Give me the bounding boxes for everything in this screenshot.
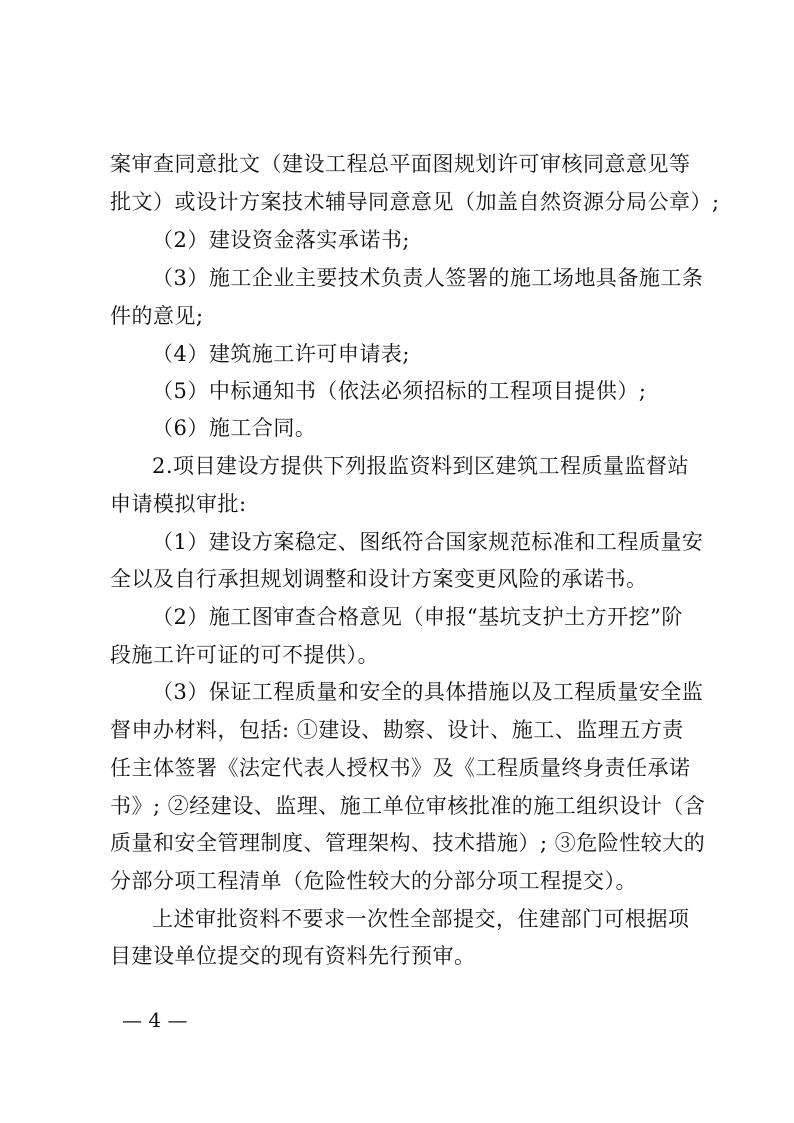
text-line: 段施工许可证的可不提供）。 [110, 643, 379, 667]
text-line: 案审查同意批文（建设工程总平面图规划许可审核同意意见等 [110, 152, 691, 176]
text-line: （5）中标通知书（依法必须招标的工程项目提供）; [152, 379, 647, 403]
text-line: 督申办材料，包括: ①建设、勘察、设计、施工、监理五方责 [110, 718, 684, 742]
text-line: （3）保证工程质量和安全的具体措施以及工程质量安全监 [152, 680, 704, 704]
text-line: 目建设单位提交的现有资料先行预审。 [110, 944, 476, 968]
text-line: （6）施工合同。 [152, 416, 317, 440]
text-line: （2）施工图审查合格意见（申报“基坑支护土方开挖”阶 [152, 605, 683, 629]
text-line: 分部分项工程清单（危险性较大的分部分项工程提交）。 [110, 869, 637, 893]
text-line: 质量和安全管理制度、管理架构、技术措施）; ③危险性较大的 [110, 831, 706, 855]
text-line: 批文）或设计方案技术辅导同意意见（加盖自然资源分局公章）; [110, 190, 720, 214]
text-line: 上述审批资料不要求一次性全部提交，住建部门可根据项 [152, 907, 690, 931]
text-line: （3）施工企业主要技术负责人签署的施工场地具备施工条 [152, 266, 704, 290]
text-line: （4）建筑施工许可申请表; [152, 342, 410, 366]
text-line: 件的意见; [110, 304, 204, 328]
text-line: （1）建设方案稳定、图纸符合国家规范标准和工程质量安 [152, 530, 704, 554]
page-number: — 4 — [122, 1008, 188, 1032]
text-line: 申请模拟审批: [110, 492, 247, 516]
text-line: 任主体签署《法定代表人授权书》及《工程质量终身责任承诺 [110, 756, 691, 780]
text-line: 书》; ②经建设、监理、施工单位审核批准的施工组织设计（含 [110, 794, 706, 818]
text-line: 全以及自行承担规划调整和设计方案变更风险的承诺书。 [110, 567, 648, 591]
text-line: 2.项目建设方提供下列报监资料到区建筑工程质量监督站 [152, 454, 690, 478]
text-line: （2）建设资金落实承诺书; [152, 228, 410, 252]
